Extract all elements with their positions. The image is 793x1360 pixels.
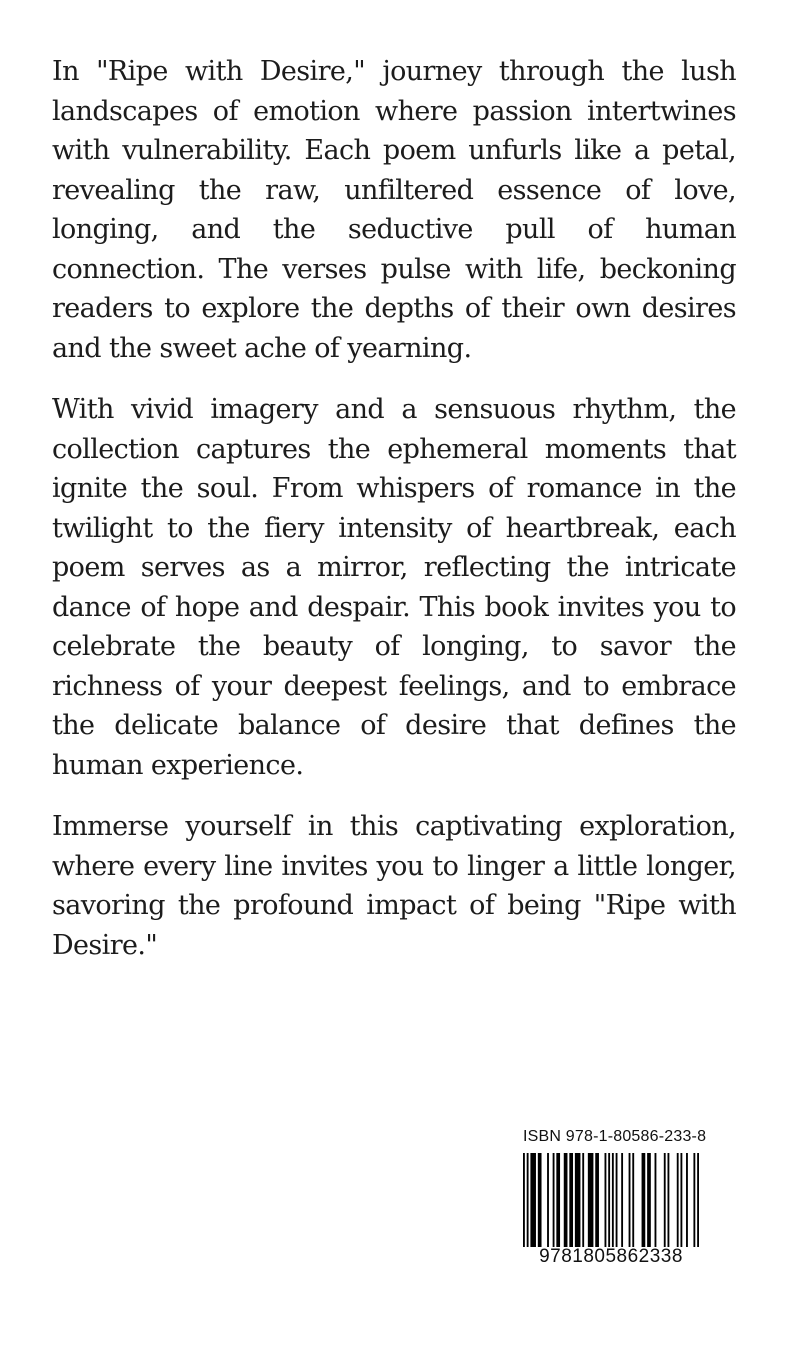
blurb-paragraph-3: Immerse yourself in this captivating exploration, where every line invites you to linger a little longer, savoring the profound impact of being "Ripe with Desire." xyxy=(52,811,736,961)
barcode-bar xyxy=(595,1153,599,1247)
barcode-bar xyxy=(677,1153,679,1247)
barcode-bar xyxy=(530,1153,536,1247)
blurb-paragraph-1: In "Ripe with Desire," journey through the lush landscapes of emotion where passion intertwines with vulnerability. Each poem unfurls like a petal, revealing the raw, unfiltered essence of love, longing, and the seductive pull of human connection. The verses pulse with life, beckoning readers to explore the depths of their own desires and the sweet ache of yearning. xyxy=(52,56,736,364)
barcode-bar xyxy=(655,1153,657,1247)
barcode-bar xyxy=(523,1153,525,1247)
barcode-bar xyxy=(605,1153,607,1247)
barcode-bar xyxy=(575,1153,581,1247)
blurb-text xyxy=(52,52,736,987)
barcode-bar xyxy=(569,1153,573,1247)
barcode-bar xyxy=(693,1153,695,1247)
barcode-bar xyxy=(632,1153,634,1247)
barcode-bar xyxy=(612,1153,614,1247)
barcode-bar xyxy=(547,1153,549,1247)
barcode-bar xyxy=(588,1153,594,1247)
barcode-bar xyxy=(527,1153,529,1247)
barcode-bar xyxy=(697,1153,699,1247)
barcode-bar xyxy=(608,1153,610,1247)
barcode-bar xyxy=(616,1153,618,1247)
barcode-digits: 9781805862338 xyxy=(539,1246,683,1267)
blurb-paragraph-2: With vivid imagery and a sensuous rhythm, the collection captures the ephemeral moments that ignite the soul. From whispers of romance in the twilight to the fiery intensity of heartbreak, each poem serves as a mirror, reflecting the intricate dance of hope and despair. This book invites you to celebrate the beauty of longing, to savor the richness of your deepest feelings, and to embrace the delicate balance of desire that defines the human experience. xyxy=(52,394,736,781)
barcode-bar xyxy=(668,1153,670,1247)
barcode-bar xyxy=(686,1153,688,1247)
isbn-barcode xyxy=(523,1128,707,1278)
barcode-bar xyxy=(647,1153,651,1247)
isbn-label: ISBN 978-1-80586-233-8 xyxy=(523,1128,707,1145)
barcode-bar xyxy=(680,1153,682,1247)
barcode-bar xyxy=(564,1153,568,1247)
barcode-bars xyxy=(523,1153,699,1247)
barcode-bar xyxy=(556,1153,560,1247)
barcode-bar xyxy=(664,1153,666,1247)
barcode-bar xyxy=(582,1153,584,1247)
barcode-bar xyxy=(642,1153,646,1247)
barcode-bar xyxy=(553,1153,555,1247)
barcode-bar xyxy=(621,1153,623,1247)
barcode-bar xyxy=(538,1153,542,1247)
barcode-bar xyxy=(629,1153,631,1247)
